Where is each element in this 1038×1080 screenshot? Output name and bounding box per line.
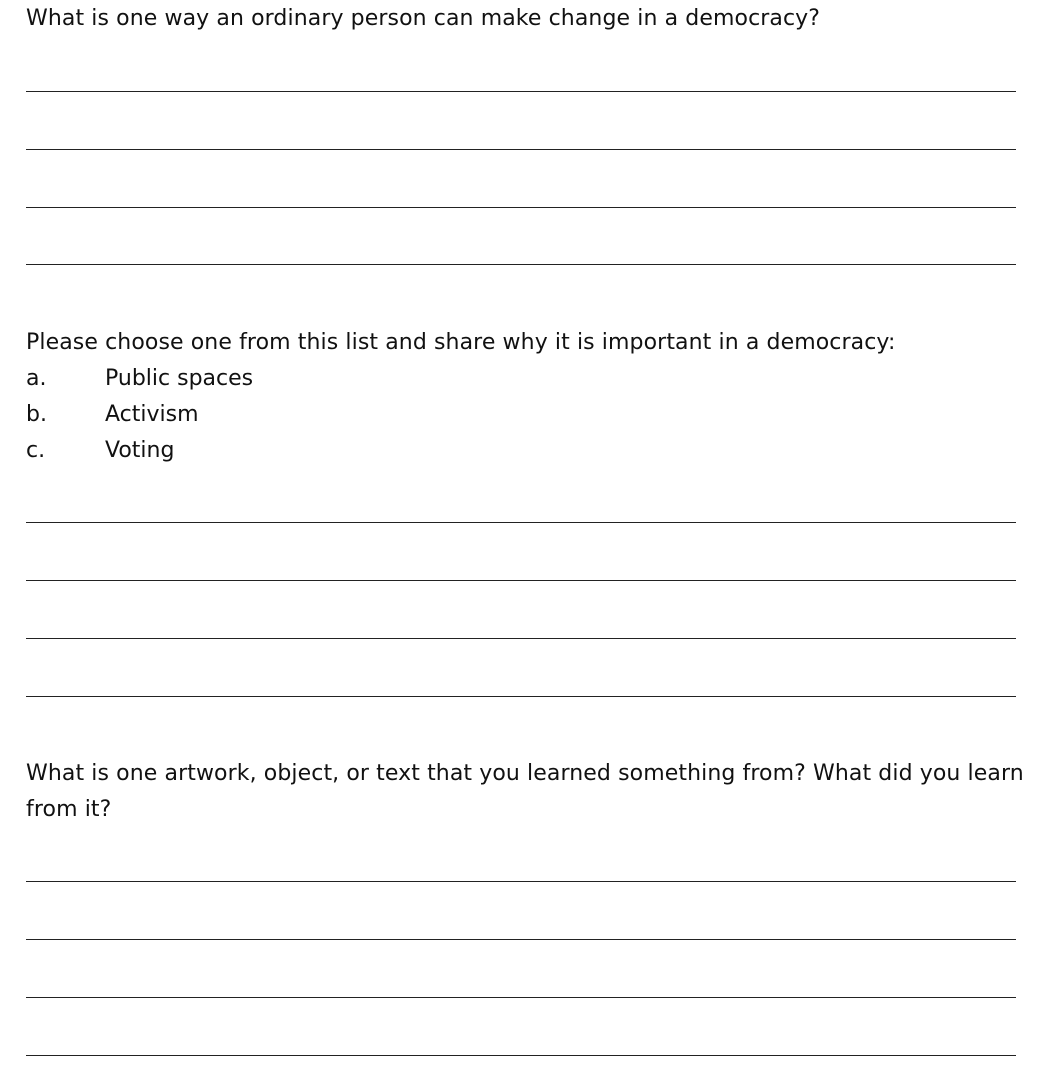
option-label: Voting: [105, 438, 175, 463]
answer-line-q2-1[interactable]: [26, 522, 1016, 523]
answer-line-q1-4[interactable]: [26, 264, 1016, 265]
question-2-prompt: Please choose one from this list and share why it is important in a democracy:: [26, 330, 896, 355]
question-1-prompt: What is one way an ordinary person can make change in a democracy?: [26, 6, 821, 31]
answer-line-q2-3[interactable]: [26, 638, 1016, 639]
answer-line-q3-3[interactable]: [26, 997, 1016, 998]
option-marker: a.: [26, 366, 47, 391]
answer-line-q2-2[interactable]: [26, 580, 1016, 581]
option-label: Activism: [105, 402, 199, 427]
answer-line-q3-1[interactable]: [26, 881, 1016, 882]
answer-line-q2-4[interactable]: [26, 696, 1016, 697]
answer-line-q3-4[interactable]: [26, 1055, 1016, 1056]
option-marker: c.: [26, 438, 46, 463]
answer-line-q1-3[interactable]: [26, 207, 1016, 208]
option-marker: b.: [26, 402, 47, 427]
question-3-prompt: What is one artwork, object, or text that you learned something from? What did you learn from it?: [26, 761, 1024, 822]
option-a: [26, 361, 253, 397]
answer-line-q1-1[interactable]: [26, 91, 1016, 92]
option-b: [26, 397, 253, 433]
answer-line-q1-2[interactable]: [26, 149, 1016, 150]
answer-line-q3-2[interactable]: [26, 939, 1016, 940]
option-label: Public spaces: [105, 366, 254, 391]
option-c: [26, 433, 253, 469]
question-2-options: [26, 361, 253, 469]
